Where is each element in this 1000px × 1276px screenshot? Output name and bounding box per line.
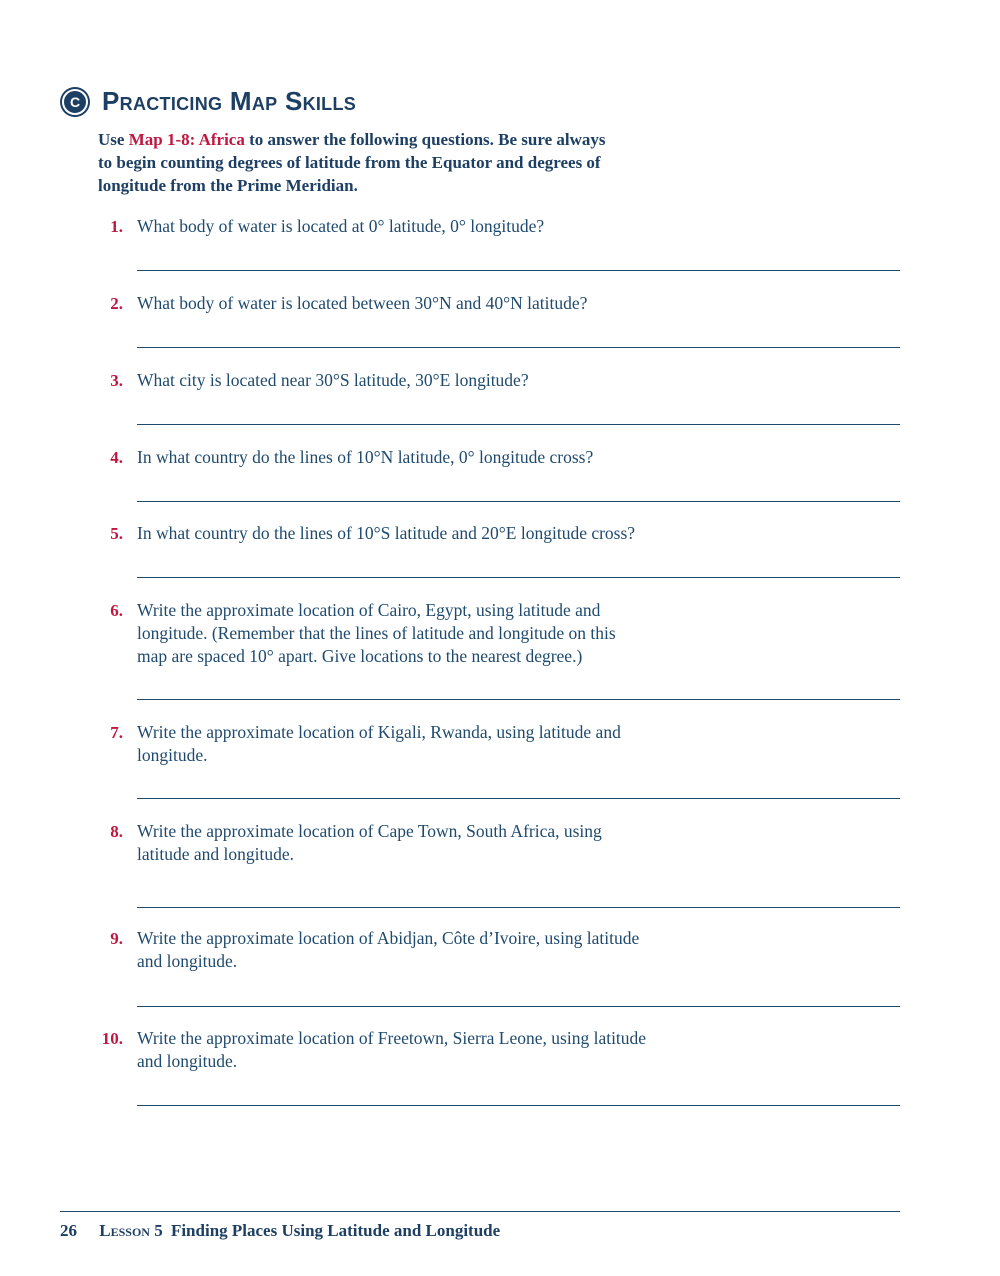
page-footer — [60, 1221, 500, 1241]
instructions-line-1-rest: to answer the following questions. Be sure always — [244, 130, 606, 149]
instructions-line-1 — [98, 128, 718, 151]
answer-line-2[interactable] — [137, 347, 900, 348]
instructions — [98, 128, 718, 197]
answer-line-4[interactable] — [137, 501, 900, 502]
answer-line-8[interactable] — [137, 907, 900, 908]
question-text — [137, 820, 747, 866]
question-line: Write the approximate location of Cape Town, South Africa, using — [137, 821, 602, 841]
question-number: 9. — [110, 929, 123, 948]
question-line: What body of water is located between 30°N and 40°N latitude? — [137, 293, 588, 313]
question-line: map are spaced 10° apart. Give locations to the nearest degree.) — [137, 646, 583, 666]
instructions-line-2: to begin counting degrees of latitude from the Equator and degrees of — [98, 153, 601, 172]
question-line: Write the approximate location of Abidjan, Côte d’Ivoire, using latitude — [137, 928, 640, 948]
question-text — [137, 599, 747, 668]
footer-divider — [60, 1211, 900, 1212]
answer-line-9[interactable] — [137, 1006, 900, 1007]
question-number: 5. — [110, 524, 123, 543]
question-number: 7. — [110, 723, 123, 742]
question-line: and longitude. — [137, 1051, 238, 1071]
question-text — [137, 292, 747, 315]
question-line: longitude. — [137, 745, 208, 765]
question-line: longitude. (Remember that the lines of latitude and longitude on this — [137, 623, 616, 643]
question-line: Write the approximate location of Cairo, Egypt, using latitude and — [137, 600, 601, 620]
question-number: 8. — [110, 822, 123, 841]
question-line: and longitude. — [137, 951, 238, 971]
answer-line-3[interactable] — [137, 424, 900, 425]
page-number: 26 — [60, 1221, 77, 1240]
lesson-label: Lesson 5 — [99, 1221, 163, 1240]
question-number: 2. — [110, 294, 123, 313]
question-number: 4. — [110, 448, 123, 467]
question-line: What body of water is located at 0° latitude, 0° longitude? — [137, 216, 545, 236]
answer-line-1[interactable] — [137, 270, 900, 271]
question-text — [137, 927, 747, 973]
question-line: latitude and longitude. — [137, 844, 294, 864]
question-text — [137, 1027, 747, 1073]
answer-line-6[interactable] — [137, 699, 900, 700]
question-line: In what country do the lines of 10°N latitude, 0° longitude cross? — [137, 447, 594, 467]
question-line: In what country do the lines of 10°S latitude and 20°E longitude cross? — [137, 523, 636, 543]
section-badge-icon: C — [62, 89, 88, 115]
question-text — [137, 369, 747, 392]
question-number: 6. — [110, 601, 123, 620]
question-text — [137, 522, 747, 545]
answer-line-7[interactable] — [137, 798, 900, 799]
question-text — [137, 446, 747, 469]
question-number: 1. — [110, 217, 123, 236]
section-title: Practicing Map Skills — [102, 86, 357, 116]
instructions-line-3: longitude from the Prime Meridian. — [98, 176, 358, 195]
question-text — [137, 215, 747, 238]
question-line: What city is located near 30°S latitude, 30°E longitude? — [137, 370, 529, 390]
question-number: 3. — [110, 371, 123, 390]
instructions-prefix: Use — [98, 130, 129, 149]
answer-line-5[interactable] — [137, 577, 900, 578]
question-text — [137, 721, 747, 767]
map-reference: Map 1-8: Africa — [128, 130, 245, 149]
section-header — [60, 86, 356, 117]
question-line: Write the approximate location of Freetown, Sierra Leone, using latitude — [137, 1028, 647, 1048]
lesson-title: Finding Places Using Latitude and Longitude — [170, 1221, 501, 1240]
question-line: Write the approximate location of Kigali, Rwanda, using latitude and — [137, 722, 621, 742]
question-number: 10. — [101, 1029, 123, 1048]
answer-line-10[interactable] — [137, 1105, 900, 1106]
